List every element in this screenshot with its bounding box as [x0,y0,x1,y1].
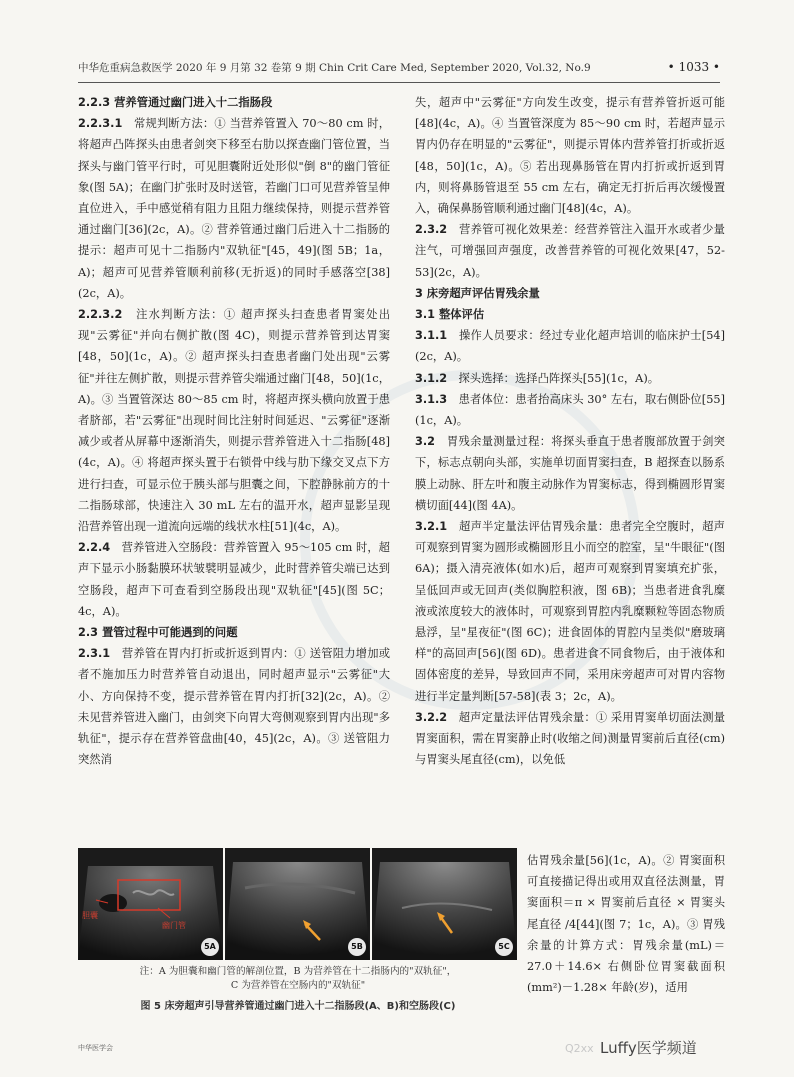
para-2-3-2: 2.3.2 营养管可视化效果差：经营养管注入温开水或者少量注气，可增强回声强度，改善营养管的可视化效果[47，52-53](2c，A)。 [415,223,725,279]
para-3-2: 3.2 胃残余量测量过程：将探头垂直于患者腹部放置于剑突下，标志点朝向头部，实施单切面胃窦扫查，B 超探查以肠系膜上动脉、肝左叶和腹主动脉作为胃窦标志，得到椭圆形胃窦横切面[44](图 4A)。 [415,435,725,512]
page-number: • 1033 • [667,60,720,74]
para-3-2-2: 3.2.2 超声定量法评估胃残余量：① 采用胃窦单切面法测量胃窦面积，需在胃窦静止时(收缩之间)测量胃窦前后直径(cm)与胃窦头尾直径(cm)，以免低 [415,710,725,767]
para-3-2-1: 3.2.1 超声半定量法评估胃残余量：患者完全空腹时，超声可观察到胃窦为圆形或椭圆形且小而空的腔室，呈"牛眼征"(图 6A)；摄入清亮液体(如水)后，超声可观察到胃窦填充扩张，呈低回声或无回声(类似胸腔积液，图 6B)；当患者进食乳糜液或浓度较大的液体时，可观察到胃腔内乳糜颗粒等固态物质悬浮，呈"星夜征"(图 6C)；进食固体的胃腔内呈类似"磨玻璃样"的高回声[56](图 6D)。患者进食不同食物后，由于液体和固体密度的差异，导致回声不同，采用床旁超声可对胃内容物进行半定量判断[57-58](表 3；2c，A)。 [415,520,725,703]
label-pylorus: 幽门管 [162,921,186,930]
left-column [78,92,390,771]
para-3-1-1: 3.1.1 操作人员要求：经过专业化超声培训的临床护士[54](2c，A)。 [415,329,725,364]
figure-note: 注：A 为胆囊和幽门管的解剖位置，B 为营养管在十二指肠内的"双轨征"， C 为营养管在空肠内的"双轨征" [139,966,457,991]
running-header: 中华危重病急救医学 2020 年 9 月第 32 卷第 9 期 Chin Crit Care Med, September 2020, Vol.32, No.9 [78,62,591,74]
heading-3-1: 3.1 整体评估 [415,308,485,322]
para-2-2-4: 2.2.4 营养管进入空肠段：营养管置入 95～105 cm 时，超声下显示小肠黏膜环状皱襞明显减少，此时营养管尖端已达到空肠段，超声下可查看到空肠段出现"双轨征"[45](图 5C；4c，A)。 [78,541,390,618]
publisher-logo: 中华医学会 [78,1044,113,1052]
para-3-1-3: 3.1.3 患者体位：患者抬高床头 30° 左右，取右侧卧位[55](1c，A)。 [415,392,725,428]
panel-label-5b: 5B [348,938,366,956]
panel-label-5c: 5C [495,938,513,956]
ultrasound-panel-b [225,848,370,960]
channel-watermark: Luffy医学频道 [600,1039,697,1057]
header-rule [78,82,720,83]
ultrasound-panel-a [78,848,223,960]
para-2-3-1: 2.3.1 营养管在胃内打折或折返到胃内：① 送管阻力增加或者不施加压力时营养管自动退出，同时超声显示"云雾征"大小、方向保持不变，提示营养管在胃内打折[32](2c，A)。② 未见营养管进入幽门，由剑突下向胃大弯侧观察到胃内出现"多轨征"，提示存在营养管盘曲[40，45](2c，A)。③ 送管阻力突然消 [78,647,390,767]
figure-5 [78,848,518,963]
para-2-2-3-2: 2.2.3.2 注水判断方法：① 超声探头扫查患者胃窦处出现"云雾征"并向右侧扩散(图 4C)，则提示营养管到达胃窦[48，50](1c，A)。② 超声探头扫查患者幽门处出现"云雾征"并往左侧扩散，则提示营养管尖端通过幽门[48，50](1c，A)。③ 当置管深达 80～85 cm 时，将超声探头横向放置于患者脐部，若"云雾征"出现时间比注射时间延迟、"云雾征"逐渐减少或者从屏幕中逐渐消失，则提示营养管进入十二指肠[48](4c，A)。④ 将超声探头置于右锁骨中线与肋下缘交叉点下方进行扫查，可显示位于胰头部与胆囊之间，下腔静脉前方的十二指肠球部，快速注入 30 mL 左右的温开水，超声显影呈现沿营养管出现一道流向远端的线状水柱[51](4c，A)。 [78,308,390,534]
label-gallbladder: 胆囊 [82,911,98,920]
para-2-2-3-1: 2.2.3.1 常规判断方法：① 当营养管置入 70～80 cm 时，将超声凸阵探头由患者剑突下移至右肋以探查幽门管位置，当探头与幽门管平行时，可见胆囊附近处形似"倒 8"的幽门管征象(图 5A)；在幽门扩张时及时送管，若幽门口可见营养管呈伸直位进入，手中感觉稍有阻力且阻力继续保持，则提示营养管通过幽门[36](2c，A)。② 营养管通过幽门后进入十二指肠的提示：超声可见十二指肠内"双轨征"[45，49](图 5B；1a，A)；超声可见营养管顺利前移(无折返)的同时手感落空[38](2c，A)。 [78,117,390,300]
heading-2-2-3: 2.2.3 营养管通过幽门进入十二指肠段 [78,96,273,109]
panel-label-5a: 5A [201,938,219,956]
faint-watermark: Q2xx [565,1042,594,1055]
right-column [415,92,725,771]
para-3-1-2: 3.1.2 探头选择：选择凸阵探头[55](1c，A)。 [415,371,660,385]
heading-3: 3 床旁超声评估胃残余量 [415,286,540,300]
ultrasound-panel-c [372,848,517,960]
heading-2-3: 2.3 置管过程中可能遇到的问题 [78,626,238,640]
right-column-wrap-text: 估胃残余量[56](1c，A)。② 胃窦面积可直接描记得出或用双直径法测量，胃窦面积＝π × 胃窦前后直径 × 胃窦头尾直径 /4[44](图 7；1c，A)。③ 胃残余量的计算方式：胃残余量(mL)＝27.0＋14.6× 右侧卧位胃窦截面积(mm²)－1.28× 年龄(岁)，适用 [527,854,725,995]
para-continued: 失，超声中"云雾征"方向发生改变，提示有营养管折返可能[48](4c，A)。④ 当置管深度为 85～90 cm 时，若超声显示胃内仍存在明显的"云雾征"，则提示胃体内营养管打折或折返[48，50](1c，A)。⑤ 若出现鼻肠管在胃内打折或折返到胃内，则将鼻肠管退至 55 cm 左右，确定无打折后再次缓慢置入，确保鼻肠管顺利通过幽门[48](4c，A)。 [415,96,725,216]
figure-caption: 图 5 床旁超声引导营养管通过幽门进入十二指肠段(A、B)和空肠段(C) [140,1001,456,1012]
